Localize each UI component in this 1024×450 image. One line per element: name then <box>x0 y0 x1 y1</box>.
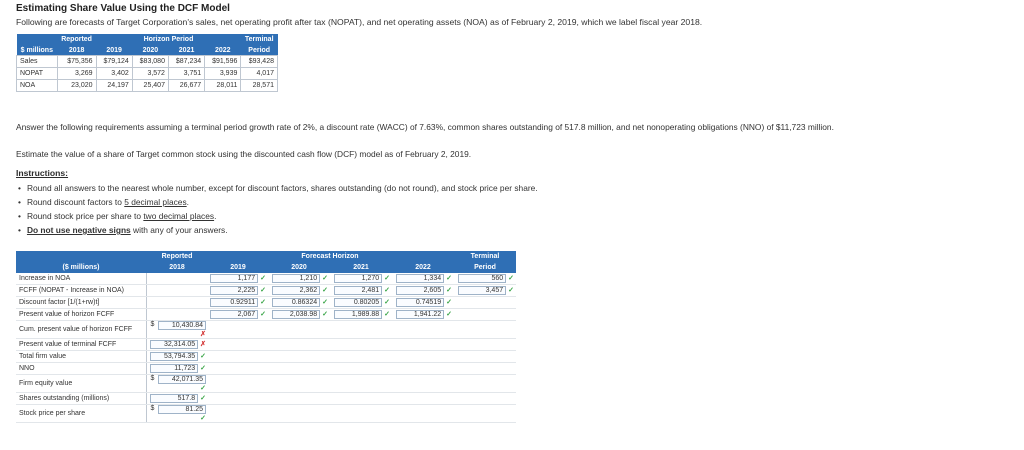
answer-input[interactable]: 1,177 <box>210 274 258 283</box>
answer-cell <box>146 375 208 393</box>
dcf-row-nno <box>16 363 516 375</box>
answer-cell <box>208 297 268 309</box>
instruction-text: Round all answers to the nearest whole number, except for discount factors, shares outstanding (do not round), and stock price per share. <box>26 183 538 193</box>
empty-cell <box>208 393 516 405</box>
dcf-row-price <box>16 405 516 423</box>
check-icon: ✓ <box>384 311 390 318</box>
row-label: NOA <box>17 80 58 92</box>
forecast-col-period: Period <box>241 45 278 56</box>
forecast-row-noa <box>17 80 278 92</box>
cell: $91,596 <box>205 56 241 68</box>
row-label: FCFF (NOPAT - Increase in NOA) <box>16 285 146 297</box>
empty-cell <box>208 375 516 393</box>
instruction-text: Round stock price per share to <box>26 211 144 221</box>
answer-cell <box>146 351 208 363</box>
row-label: Firm equity value <box>16 375 146 393</box>
answer-cell <box>392 285 454 297</box>
dcf-row-discount-factor <box>16 297 516 309</box>
check-icon: ✓ <box>322 275 328 282</box>
answer-input[interactable]: 32,314.05 <box>150 340 198 349</box>
cell: 3,402 <box>96 68 132 80</box>
answer-cell <box>330 309 392 321</box>
answer-cell <box>146 393 208 405</box>
dcf-header-blank <box>208 251 268 262</box>
check-icon: ✓ <box>200 385 206 392</box>
cell: $87,234 <box>168 56 204 68</box>
empty-cell <box>146 273 208 285</box>
forecast-header-terminal: Terminal <box>241 34 278 45</box>
forecast-table <box>16 34 278 92</box>
answer-cell <box>208 273 268 285</box>
answer-input[interactable]: 2,225 <box>210 286 258 295</box>
dcf-col-period: Period <box>454 262 516 273</box>
page-title: Estimating Share Value Using the DCF Model <box>16 3 230 14</box>
answer-input[interactable]: 42,071.35 <box>158 375 206 384</box>
check-icon: ✓ <box>508 275 514 282</box>
requirements-text: Answer the following requirements assuming a terminal period growth rate of 2%, a discount rate (WACC) of 7.63%, common shares outstanding of 517.8 million, and net nonoperating obligations (NNO) of $11,723 million. <box>16 122 834 132</box>
answer-input[interactable]: 0.74519 <box>396 298 444 307</box>
answer-input[interactable]: 2,067 <box>210 310 258 319</box>
instruction-text: with any of your answers. <box>130 225 228 235</box>
dcf-col-2018: 2018 <box>146 262 208 273</box>
answer-cell <box>146 405 208 423</box>
problem-description: Following are forecasts of Target Corporation's sales, net operating profit after tax (NOPAT), and net operating assets (NOA) as of February 2, 2019, which we label fiscal year 2018. <box>16 17 703 27</box>
answer-cell <box>146 339 208 351</box>
answer-input[interactable]: 0.86324 <box>272 298 320 307</box>
row-label: Sales <box>17 56 58 68</box>
empty-cell <box>208 363 516 375</box>
forecast-col-2021: 2021 <box>168 45 204 56</box>
check-icon: ✓ <box>446 299 452 306</box>
forecast-header-reported: Reported <box>57 34 96 45</box>
dcf-header-terminal: Terminal <box>454 251 516 262</box>
dcf-row-pv-terminal <box>16 339 516 351</box>
dcf-row-shares <box>16 393 516 405</box>
forecast-header-blank <box>17 34 58 45</box>
check-icon: ✓ <box>260 287 266 294</box>
cell: 25,407 <box>132 80 168 92</box>
dollar-sign: $ <box>150 375 155 382</box>
five-decimal-places-link[interactable]: 5 decimal places <box>124 197 187 207</box>
dcf-row-cum-pv <box>16 321 516 339</box>
dcf-col-millions: ($ millions) <box>16 262 146 273</box>
dcf-row-equity <box>16 375 516 393</box>
answer-cell <box>454 273 516 285</box>
dcf-header-row-1 <box>16 251 516 262</box>
no-negative-signs-link[interactable]: Do not use negative signs <box>26 225 131 235</box>
answer-cell <box>330 285 392 297</box>
cell: 4,017 <box>241 68 278 80</box>
check-icon: ✓ <box>446 275 452 282</box>
dcf-row-firm-value <box>16 351 516 363</box>
answer-input[interactable]: 1,270 <box>334 274 382 283</box>
answer-cell <box>454 285 516 297</box>
row-label: Shares outstanding (millions) <box>16 393 146 405</box>
empty-cell <box>208 339 516 351</box>
check-icon: ✓ <box>200 395 206 402</box>
answer-cell <box>268 309 330 321</box>
answer-cell <box>392 309 454 321</box>
answer-input[interactable]: 560 <box>458 274 506 283</box>
answer-cell <box>268 285 330 297</box>
dcf-header-blank <box>392 251 454 262</box>
empty-cell <box>454 309 516 321</box>
answer-input[interactable]: 1,334 <box>396 274 444 283</box>
answer-cell <box>146 363 208 375</box>
dcf-row-fcff <box>16 285 516 297</box>
empty-cell <box>208 405 516 423</box>
answer-input[interactable]: 1,989.88 <box>334 310 382 319</box>
forecast-row-sales <box>17 56 278 68</box>
dcf-header-reported: Reported <box>146 251 208 262</box>
answer-input[interactable]: 1,941.22 <box>396 310 444 319</box>
check-icon: ✓ <box>200 365 206 372</box>
cell: $93,428 <box>241 56 278 68</box>
row-label: Cum. present value of horizon FCFF <box>16 321 146 339</box>
instruction-text: . <box>214 211 217 221</box>
row-label: Stock price per share <box>16 405 146 423</box>
empty-cell <box>454 297 516 309</box>
answer-input[interactable]: 81.25 <box>158 405 206 414</box>
answer-cell <box>268 273 330 285</box>
answer-cell <box>392 273 454 285</box>
dcf-col-2022: 2022 <box>392 262 454 273</box>
cell: $75,356 <box>57 56 96 68</box>
answer-cell <box>208 285 268 297</box>
check-icon: ✓ <box>322 287 328 294</box>
check-icon: ✓ <box>322 299 328 306</box>
check-icon: ✓ <box>260 299 266 306</box>
answer-cell <box>392 297 454 309</box>
check-icon: ✓ <box>384 275 390 282</box>
check-icon: ✓ <box>446 311 452 318</box>
row-label: Increase in NOA <box>16 273 146 285</box>
dcf-col-2019: 2019 <box>208 262 268 273</box>
empty-cell <box>208 351 516 363</box>
cell: 3,572 <box>132 68 168 80</box>
dcf-header-row-2 <box>16 262 516 273</box>
check-icon: ✓ <box>200 415 206 422</box>
dcf-header-blank <box>16 251 146 262</box>
cell: 24,197 <box>96 80 132 92</box>
instruction-text: Round discount factors to <box>26 197 125 207</box>
cell: $79,124 <box>96 56 132 68</box>
answer-cell <box>330 273 392 285</box>
answer-input[interactable]: 2,362 <box>272 286 320 295</box>
row-label: NNO <box>16 363 146 375</box>
cell: 26,677 <box>168 80 204 92</box>
forecast-header-horizon: Horizon Period <box>96 34 241 45</box>
instruction-item <box>16 209 538 223</box>
instruction-text: . <box>186 197 189 207</box>
dollar-sign: $ <box>150 405 155 412</box>
row-label: Present value of horizon FCFF <box>16 309 146 321</box>
check-icon: ✓ <box>446 287 452 294</box>
check-icon: ✓ <box>384 299 390 306</box>
answer-input[interactable]: 2,605 <box>396 286 444 295</box>
empty-cell <box>146 285 208 297</box>
answer-cell <box>208 309 268 321</box>
check-icon: ✓ <box>322 311 328 318</box>
instruction-item <box>16 195 538 209</box>
dcf-header-forecast-horizon: Forecast Horizon <box>268 251 392 262</box>
forecast-col-2019: 2019 <box>96 45 132 56</box>
cross-icon: ✗ <box>200 331 206 338</box>
answer-cell <box>146 321 208 339</box>
check-icon: ✓ <box>384 287 390 294</box>
instruction-item <box>16 223 538 237</box>
cell: 28,011 <box>205 80 241 92</box>
instructions-list <box>16 181 538 237</box>
forecast-header-row-1 <box>17 34 278 45</box>
dcf-col-2020: 2020 <box>268 262 330 273</box>
dollar-sign: $ <box>150 321 155 328</box>
forecast-row-nopat <box>17 68 278 80</box>
empty-cell <box>146 309 208 321</box>
dcf-row-increase-noa <box>16 273 516 285</box>
answer-input[interactable]: 3,457 <box>458 286 506 295</box>
empty-cell <box>208 321 516 339</box>
empty-cell <box>146 297 208 309</box>
task-text: Estimate the value of a share of Target common stock using the discounted cash flow (DCF) model as of February 2, 2019. <box>16 149 472 159</box>
instructions-heading: Instructions: <box>16 168 69 178</box>
answer-input[interactable]: 10,430.84 <box>158 321 206 330</box>
forecast-col-2018: 2018 <box>57 45 96 56</box>
answer-cell <box>268 297 330 309</box>
instruction-item <box>16 181 538 195</box>
cell: 28,571 <box>241 80 278 92</box>
cross-icon: ✗ <box>200 341 206 348</box>
answer-input[interactable]: 53,794.35 <box>150 352 198 361</box>
forecast-header-row-2 <box>17 45 278 56</box>
cell: $83,080 <box>132 56 168 68</box>
row-label: Discount factor [1/(1+rw)t] <box>16 297 146 309</box>
check-icon: ✓ <box>508 287 514 294</box>
answer-input[interactable]: 0.92911 <box>210 298 258 307</box>
dcf-row-pv-horizon <box>16 309 516 321</box>
answer-input[interactable]: 11,723 <box>150 364 198 373</box>
answer-cell <box>330 297 392 309</box>
row-label: Present value of terminal FCFF <box>16 339 146 351</box>
dcf-col-2021: 2021 <box>330 262 392 273</box>
answer-input[interactable]: 2,481 <box>334 286 382 295</box>
check-icon: ✓ <box>260 311 266 318</box>
cell: 3,269 <box>57 68 96 80</box>
answer-input[interactable]: 0.80205 <box>334 298 382 307</box>
forecast-col-2022: 2022 <box>205 45 241 56</box>
check-icon: ✓ <box>260 275 266 282</box>
forecast-col-2020: 2020 <box>132 45 168 56</box>
row-label: NOPAT <box>17 68 58 80</box>
two-decimal-places-link[interactable]: two decimal places <box>143 211 215 221</box>
cell: 3,939 <box>205 68 241 80</box>
check-icon: ✓ <box>200 353 206 360</box>
answer-input[interactable]: 1,210 <box>272 274 320 283</box>
dcf-table <box>16 251 516 423</box>
forecast-col-millions: $ millions <box>17 45 58 56</box>
cell: 3,751 <box>168 68 204 80</box>
cell: 23,020 <box>57 80 96 92</box>
row-label: Total firm value <box>16 351 146 363</box>
answer-input[interactable]: 517.8 <box>150 394 198 403</box>
answer-input[interactable]: 2,038.98 <box>272 310 320 319</box>
